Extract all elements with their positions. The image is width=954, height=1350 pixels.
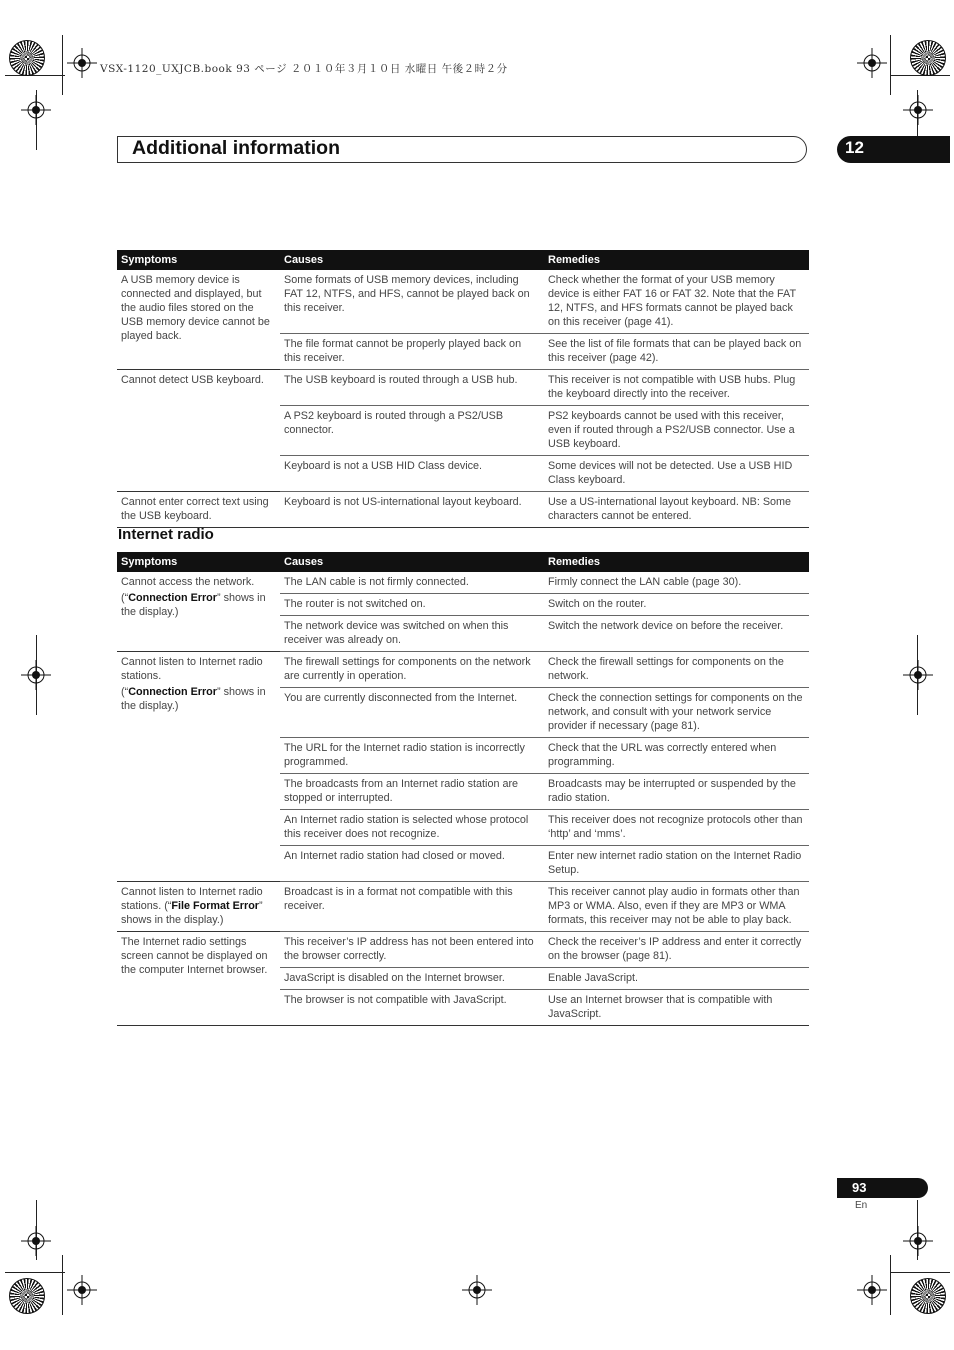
cause-cell: The USB keyboard is routed through a USB hub.: [280, 370, 544, 406]
symptom-text: Cannot listen to Internet radio stations.: [121, 656, 263, 682]
cause-cell: Keyboard is not a USB HID Class device.: [280, 456, 544, 492]
color-registration-rosette: [9, 1278, 45, 1314]
table-header-row: [117, 250, 809, 270]
symptom-cell: Cannot listen to Internet radio stations. (“File Format Error” shows in the display.): [117, 882, 280, 932]
registration-mark-icon: [857, 48, 887, 78]
cause-cell: Some formats of USB memory devices, including FAT 12, NTFS, and HFS, cannot be played back on this receiver.: [280, 270, 544, 334]
symptom-cell: The Internet radio settings screen cannot be displayed on the computer Internet browser.: [117, 932, 280, 1026]
symptom-note: (“Connection Error” shows in the display.): [121, 686, 266, 712]
page-number: 93: [852, 1180, 867, 1195]
table-row: [117, 882, 809, 932]
cause-cell: An Internet radio station had closed or moved.: [280, 846, 544, 882]
remedy-cell: Some devices will not be detected. Use a USB HID Class keyboard.: [544, 456, 809, 492]
table-row: [117, 492, 809, 528]
registration-mark-icon: [21, 95, 51, 125]
cause-cell: A PS2 keyboard is routed through a PS2/USB connector.: [280, 406, 544, 456]
color-registration-rosette: [910, 40, 946, 76]
cause-cell: The network device was switched on when this receiver was already on.: [280, 616, 544, 652]
column-header-symptoms: Symptoms: [117, 250, 280, 270]
registration-mark-icon: [462, 1275, 492, 1305]
column-header-causes: Causes: [280, 552, 544, 572]
cause-cell: Broadcast is in a format not compatible with this receiver.: [280, 882, 544, 932]
remedy-cell: Enter new internet radio station on the Internet Radio Setup.: [544, 846, 809, 882]
column-header-remedies: Remedies: [544, 250, 809, 270]
table-row: [117, 370, 809, 406]
cause-cell: The browser is not compatible with JavaScript.: [280, 990, 544, 1026]
error-message: File Format Error: [171, 900, 259, 912]
cause-cell: You are currently disconnected from the Internet.: [280, 688, 544, 738]
remedy-cell: Switch on the router.: [544, 594, 809, 616]
remedy-cell: This receiver is not compatible with USB hubs. Plug the keyboard directly into the receiver.: [544, 370, 809, 406]
color-registration-rosette: [9, 40, 45, 76]
remedy-cell: Switch the network device on before the receiver.: [544, 616, 809, 652]
table-header-row: [117, 552, 809, 572]
registration-mark-icon: [903, 660, 933, 690]
cause-cell: The LAN cable is not firmly connected.: [280, 572, 544, 594]
internet-radio-troubleshooting-table: [117, 552, 809, 1026]
print-slug: VSX-1120_UXJCB.book 93 ページ ２０１０年３月１０日 水曜日 午後２時２分: [100, 63, 508, 75]
cause-cell: JavaScript is disabled on the Internet browser.: [280, 968, 544, 990]
remedy-cell: Check the connection settings for components on the network, and consult with your network service provider if necessary (page 81).: [544, 688, 809, 738]
cause-cell: This receiver’s IP address has not been entered into the browser correctly.: [280, 932, 544, 968]
remedy-cell: This receiver does not recognize protocols other than ‘http’ and ‘mms’.: [544, 810, 809, 846]
remedy-cell: Broadcasts may be interrupted or suspended by the radio station.: [544, 774, 809, 810]
cause-cell: The firewall settings for components on the network are currently in operation.: [280, 652, 544, 688]
remedy-cell: Use a US-international layout keyboard. NB: Some characters cannot be entered.: [544, 492, 809, 528]
remedy-cell: Check whether the format of your USB memory device is either FAT 16 or FAT 32. Note that the FAT 12, NTFS, and HFS formats cannot be played back on this receiver (page 41).: [544, 270, 809, 334]
remedy-cell: Use an Internet browser that is compatible with JavaScript.: [544, 990, 809, 1026]
table-row: [117, 270, 809, 334]
registration-mark-icon: [21, 1226, 51, 1256]
cause-cell: The URL for the Internet radio station is incorrectly programmed.: [280, 738, 544, 774]
symptom-cell: [117, 572, 280, 652]
column-header-causes: Causes: [280, 250, 544, 270]
color-registration-rosette: [910, 1278, 946, 1314]
remedy-cell: Firmly connect the LAN cable (page 30).: [544, 572, 809, 594]
error-message: Connection Error: [128, 592, 217, 604]
remedy-cell: Enable JavaScript.: [544, 968, 809, 990]
table-row: [117, 652, 809, 688]
chapter-number: 12: [845, 138, 864, 157]
cause-cell: The broadcasts from an Internet radio station are stopped or interrupted.: [280, 774, 544, 810]
cause-cell: The router is not switched on.: [280, 594, 544, 616]
error-message: Connection Error: [128, 686, 217, 698]
registration-mark-icon: [903, 1226, 933, 1256]
remedy-cell: Check that the URL was correctly entered when programming.: [544, 738, 809, 774]
registration-mark-icon: [857, 1275, 887, 1305]
symptom-cell: Cannot enter correct text using the USB keyboard.: [117, 492, 280, 528]
column-header-symptoms: Symptoms: [117, 552, 280, 572]
language-code: En: [855, 1200, 868, 1211]
registration-mark-icon: [903, 95, 933, 125]
table-row: [117, 572, 809, 594]
usb-troubleshooting-table: [117, 250, 809, 528]
symptom-cell: [117, 652, 280, 882]
remedy-cell: See the list of file formats that can be played back on this receiver (page 42).: [544, 334, 809, 370]
remedy-cell: Check the firewall settings for components on the network.: [544, 652, 809, 688]
cause-cell: An Internet radio station is selected whose protocol this receiver does not recognize.: [280, 810, 544, 846]
page-title: Additional information: [132, 137, 340, 159]
page-number-tab: [837, 1178, 928, 1198]
remedy-cell: Check the receiver’s IP address and enter it correctly on the browser (page 81).: [544, 932, 809, 968]
symptom-cell: A USB memory device is connected and displayed, but the audio files stored on the USB memory device cannot be played back.: [117, 270, 280, 370]
column-header-remedies: Remedies: [544, 552, 809, 572]
section-heading: Internet radio: [118, 526, 214, 543]
registration-mark-icon: [21, 660, 51, 690]
symptom-note: (“Connection Error” shows in the display.): [121, 592, 266, 618]
remedy-cell: This receiver cannot play audio in formats other than MP3 or WMA. Also, even if they are MP3 or WMA formats, this receiver may not be able to play back.: [544, 882, 809, 932]
cause-cell: Keyboard is not US-international layout keyboard.: [280, 492, 544, 528]
symptom-cell: Cannot detect USB keyboard.: [117, 370, 280, 492]
registration-mark-icon: [67, 48, 97, 78]
cause-cell: The file format cannot be properly played back on this receiver.: [280, 334, 544, 370]
registration-mark-icon: [67, 1275, 97, 1305]
symptom-text: Cannot access the network.: [121, 576, 255, 588]
remedy-cell: PS2 keyboards cannot be used with this receiver, even if routed through a PS2/USB connector. Use a USB keyboard.: [544, 406, 809, 456]
table-row: [117, 932, 809, 968]
